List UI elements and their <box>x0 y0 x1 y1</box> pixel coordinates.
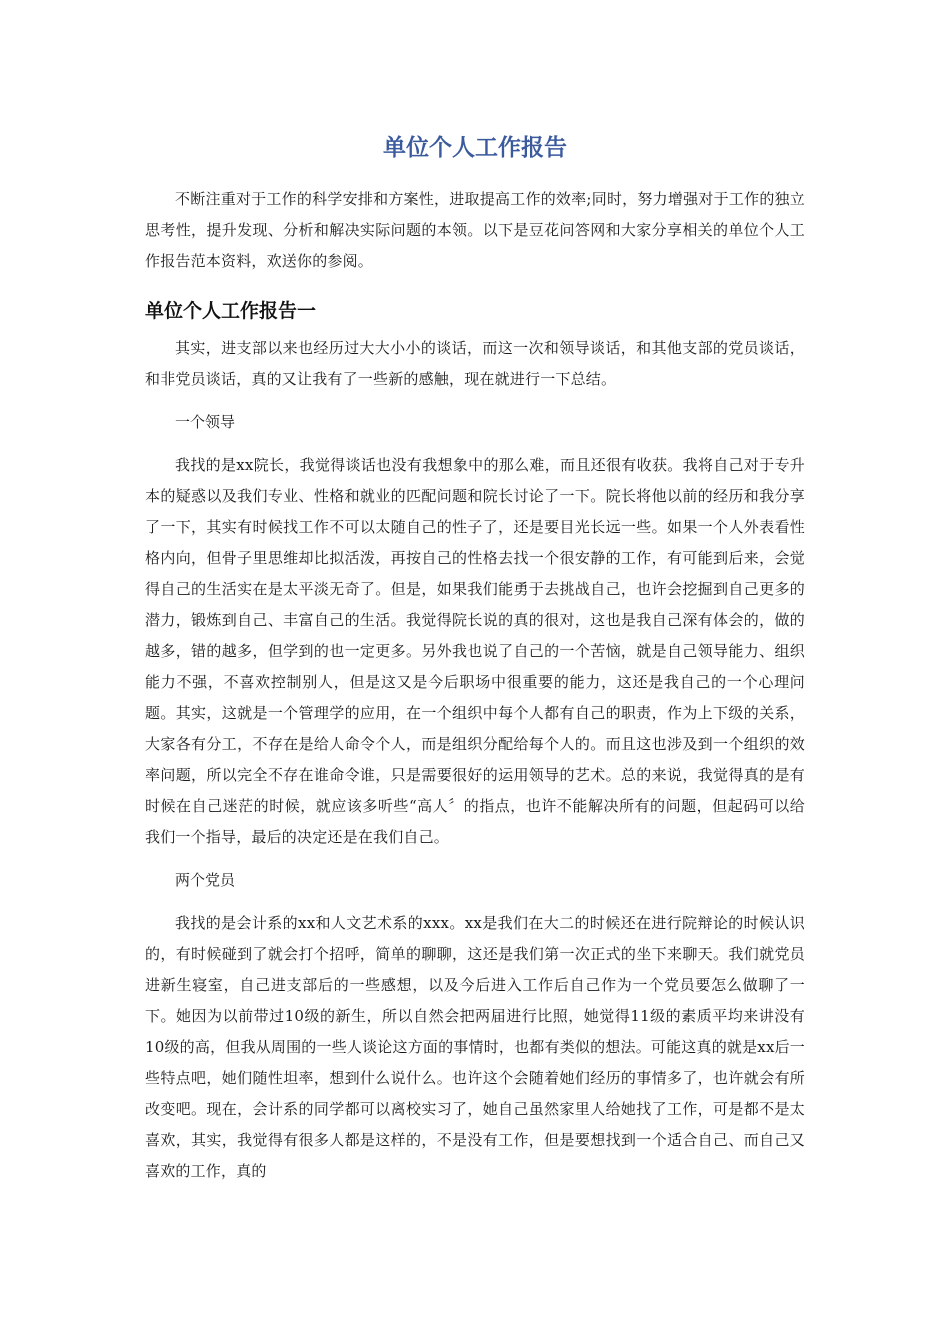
document-page <box>145 128 805 1187</box>
section1-paragraph-3: 我找的是会计系的xx和人文艺术系的xxx。xx是我们在大二的时候还在进行院辩论的时候认识的，有时候碰到了就会打个招呼，简单的聊聊，这还是我们第一次正式的坐下来聊天。我们就党员进新生寝室，自己进支部后的一些感想，以及今后进入工作后自己作为一个党员要怎么做聊了一下。她因为以前带过10级的新生，所以自然会把两届进行比照，她觉得11级的素质平均来讲没有10级的高，但我从周围的一些人谈论这方面的事情时，也都有类似的想法。可能这真的就是xx后一些特点吧，她们随性坦率，想到什么说什么。也许这个会随着她们经历的事情多了，也许就会有所改变吧。现在，会计系的同学都可以离校实习了，她自己虽然家里人给她找了工作，可是都不是太喜欢，其实，我觉得有很多人都是这样的，不是没有工作，但是要想找到一个适合自己、而自己又喜欢的工作，真的 <box>145 914 806 1180</box>
intro-paragraph: 不断注重对于工作的科学安排和方案性，进取提高工作的效率;同时，努力增强对于工作的独立思考性，提升发现、分析和解决实际问题的本领。以下是豆花问答网和大家分享相关的单位个人工作报告范本资料，欢送你的参阅。 <box>145 190 805 270</box>
section1-paragraph-1: 其实，进支部以来也经历过大大小小的谈话，而这一次和领导谈话，和其他支部的党员谈话，和非党员谈话，真的又让我有了一些新的感触，现在就进行一下总结。 <box>145 339 805 388</box>
document-title: 单位个人工作报告 <box>383 135 567 161</box>
section-heading-1: 单位个人工作报告一 <box>145 300 317 322</box>
subheading-one-leader: 一个领导 <box>175 413 236 431</box>
section1-paragraph-2: 我找的是xx院长，我觉得谈话也没有我想象中的那么难，而且还很有收获。我将自己对于专升本的疑惑以及我们专业、性格和就业的匹配问题和院长讨论了一下。院长将他以前的经历和我分享了一下，其实有时候找工作不可以太随自己的性子了，还是要目光长远一些。如果一个人外表看性格内向，但骨子里思维却比拟活泼，再按自己的性格去找一个很安静的工作，有可能到后来，会觉得自己的生活实在是太平淡无奇了。但是，如果我们能勇于去挑战自己，也许会挖掘到自己更多的潜力，锻炼到自己、丰富自己的生活。我觉得院长说的真的很对，这也是我自己深有体会的，做的越多，错的越多，但学到的也一定更多。另外我也说了自己的一个苦恼，就是自己领导能力、组织能力不强，不喜欢控制别人，但是这又是今后职场中很重要的能力，这还是我自己的一个心理问题。其实，这就是一个管理学的应用，在一个组织中每个人都有自己的职责，作为上下级的关系，大家各有分工，不存在是给人命令个人，而是组织分配给每个人的。而且这也涉及到一个组织的效率问题，所以完全不存在谁命令谁，只是需要很好的运用领导的艺术。总的来说，我觉得真的是有时候在自己迷茫的时候，就应该多听些“高人〞的指点，也许不能解决所有的问题，但起码可以给我们一个指导，最后的决定还是在我们自己。 <box>145 456 805 846</box>
subheading-two-members: 两个党员 <box>175 871 236 889</box>
